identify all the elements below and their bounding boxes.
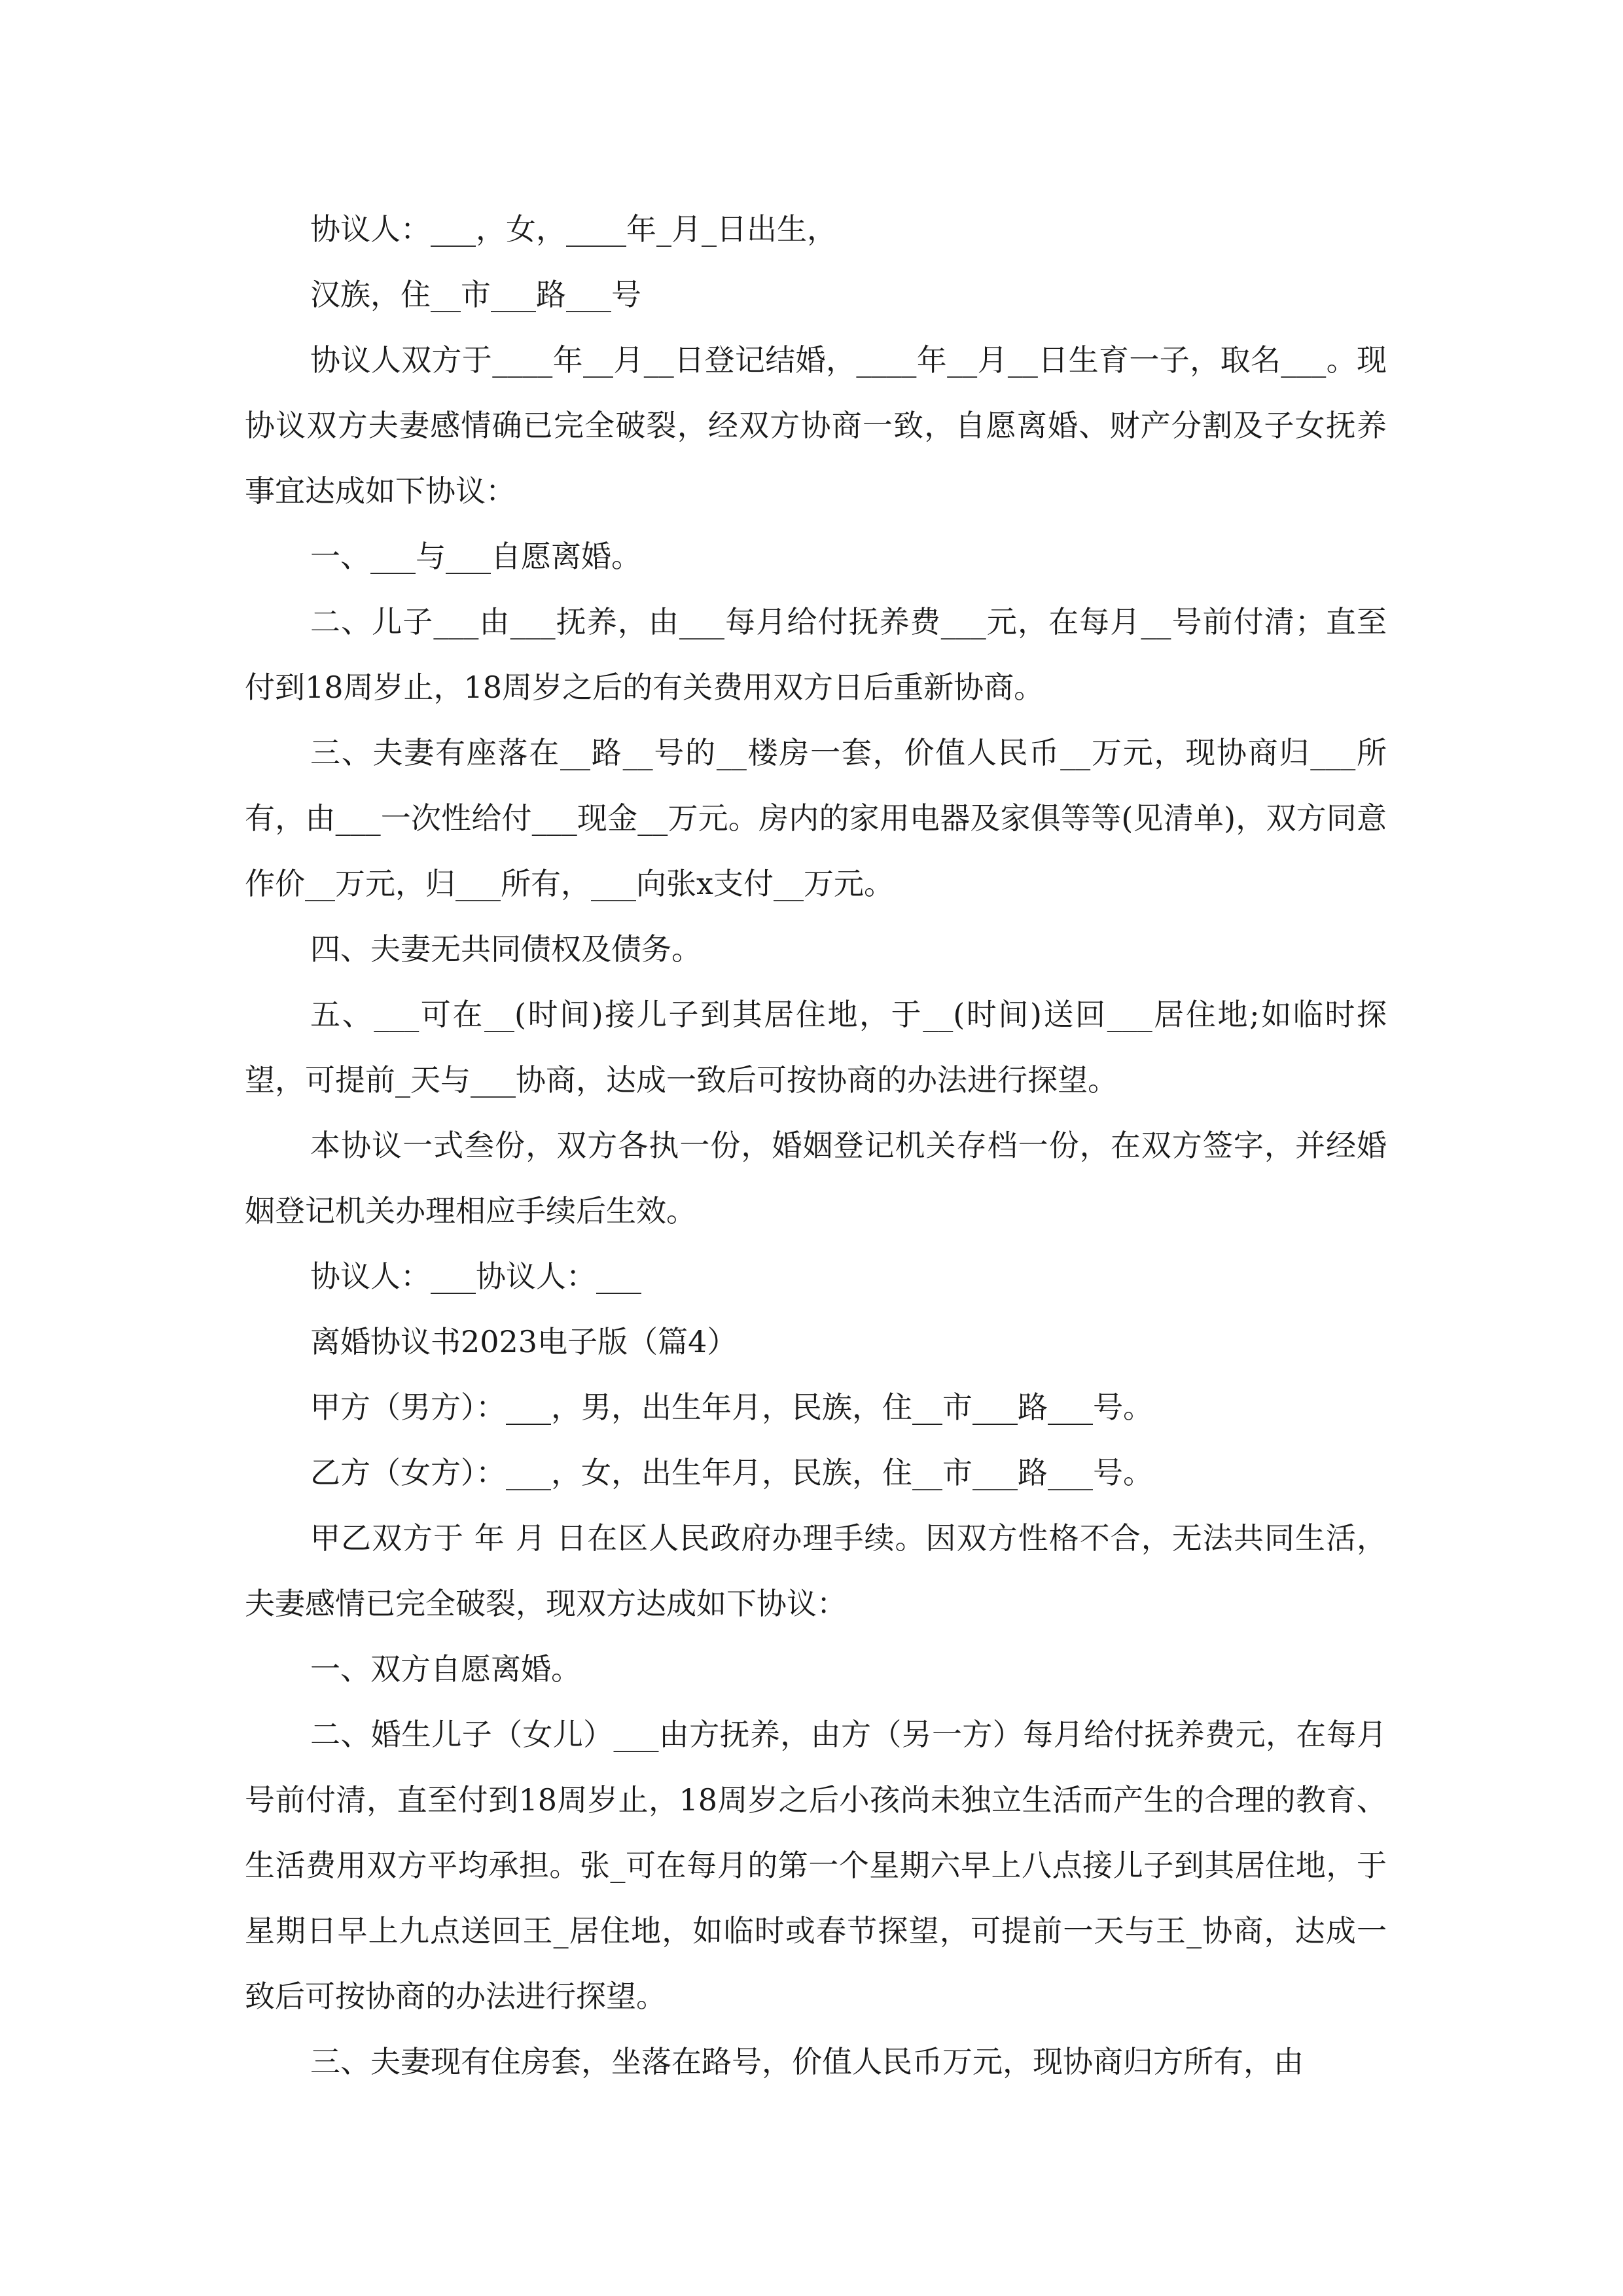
effectiveness-paragraph: 本协议一式叁份，双方各执一份，婚姻登记机关存档一份，在双方签字，并经婚姻登记机关办理相应手续后生效。 — [245, 1128, 1387, 1229]
clause-1: 一、___与___自愿离婚。 — [310, 539, 641, 574]
section-clause-1: 一、双方自愿离婚。 — [310, 1651, 581, 1687]
party-line: 协议人：___，女，____年_月_日出生， — [310, 211, 837, 247]
section-clause-2: 二、婚生儿子（女儿）___由方抚养，由方（另一方）每月给付抚养费元，在每月号前付清，直至付到18周岁止，18周岁之后小孩尚未独立生活而产生的合理的教育、生活费用双方平均承担。张_可在每月的第一个星期六早上八点接儿子到其居住地，于星期日早上九点送回王_居住地，如临时或春节探望，可提前一天与王_协商，达成一致后可按协商的办法进行探望。 — [245, 1717, 1387, 2014]
signature-line: 协议人：___协议人：___ — [310, 1259, 641, 1294]
section-heading: 离婚协议书2023电子版（篇4） — [310, 1324, 738, 1359]
document-body — [245, 196, 1387, 2094]
address-line: 汉族，住__市___路___号 — [310, 277, 641, 312]
party-a-line: 甲方（男方）：___，男，出生年月，民族，住__市___路___号。 — [310, 1390, 1153, 1425]
clause-3: 三、夫妻有座落在__路__号的__楼房一套，价值人民币__万元，现协商归___所有，由___一次性给付___现金__万元。房内的家用电器及家俱等等(见清单)，双方同意作价__万元，归___所有，___向张x支付__万元。 — [245, 735, 1387, 901]
party-b-line: 乙方（女方）：___，女，出生年月，民族，住__市___路___号。 — [310, 1455, 1153, 1490]
section-clause-3: 三、夫妻现有住房套，坐落在路号，价值人民币万元，现协商归方所有，由 — [310, 2044, 1304, 2079]
clause-4: 四、夫妻无共同债权及债务。 — [310, 931, 702, 967]
clause-2: 二、儿子___由___抚养，由___每月给付抚养费___元，在每月__号前付清；直至付到18周岁止，18周岁之后的有关费用双方日后重新协商。 — [245, 604, 1387, 705]
preamble-paragraph: 协议人双方于____年__月__日登记结婚，____年__月__日生育一子，取名___。现协议双方夫妻感情确已完全破裂，经双方协商一致，自愿离婚、财产分割及子女抚养事宜达成如下协议： — [245, 342, 1387, 509]
clause-5: 五、___可在__(时间)接儿子到其居住地，于__(时间)送回___居住地;如临时探望，可提前_天与___协商，达成一致后可按协商的办法进行探望。 — [245, 997, 1387, 1098]
section-preamble: 甲乙双方于 年 月 日在区人民政府办理手续。因双方性格不合，无法共同生活，夫妻感情已完全破裂，现双方达成如下协议： — [245, 1520, 1387, 1621]
